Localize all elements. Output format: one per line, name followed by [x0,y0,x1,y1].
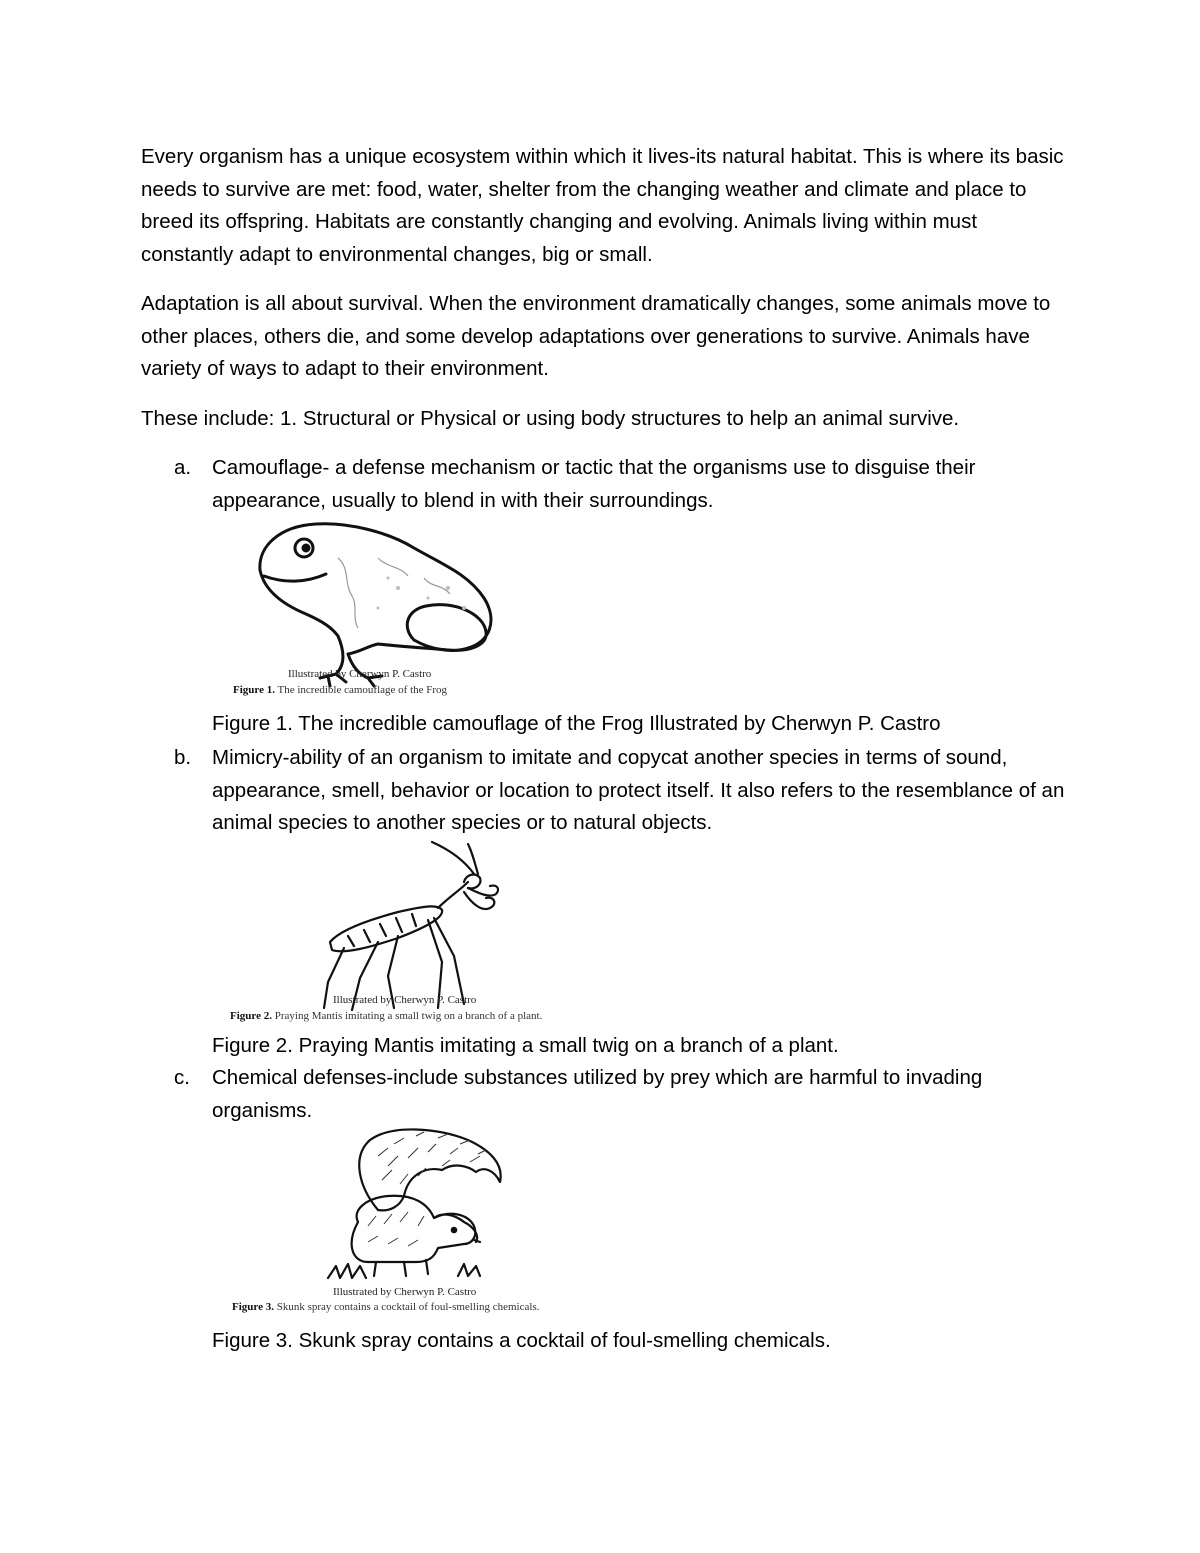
figure-credit: Illustrated by Cherwyn P. Castro [333,1286,477,1298]
figure-label [232,1301,539,1313]
figure-frog [228,518,518,700]
list-item-text: Chemical defenses-include substances utilized by prey which are harmful to invading organisms. [212,1066,983,1122]
figure-label-bold: Figure 3. [232,1301,274,1313]
figure-label [233,684,447,696]
figure-label-text: The incredible camouflage of the Frog [274,684,448,696]
adaptation-paragraph: Adaptation is all about survival. When the environment dramatically changes, some animals move to other places, others die, and some develop adaptations over generations to survive. Animals have variety of ways to adapt to their environment. [141,292,1051,380]
figure-mantis [228,838,613,1026]
figure-label-text: Skunk spray contains a cocktail of foul-smelling chemicals. [273,1301,540,1313]
figure-label-text: Praying Mantis imitating a small twig on a branch of a plant. [271,1010,543,1022]
figure-label [230,1010,542,1022]
figure-skunk [228,1126,628,1316]
types-intro-paragraph: These include: 1. Structural or Physical or using body structures to help an animal survive. [141,407,960,430]
list-marker: c. [174,1066,190,1089]
list-item-text: Mimicry-ability of an organism to imitate and copycat another species in terms of sound, appearance, smell, behavior or location to protect itself. It also refers to the resemblance of an animal species to another species or to natural objects. [212,746,1065,834]
figure-credit: Illustrated by Cherwyn P. Castro [288,668,432,680]
figure-credit: Illustrated by Cherwyn P. Castro [333,994,477,1006]
figure-caption: Figure 2. Praying Mantis imitating a small twig on a branch of a plant. [212,1034,839,1057]
list-marker: a. [174,456,192,479]
figure-label-bold: Figure 2. [230,1010,272,1022]
list-item-text: Camouflage- a defense mechanism or tactic that the organisms use to disguise their appearance, usually to blend in with their surroundings. [212,456,976,512]
figure-caption: Figure 1. The incredible camouflage of the Frog Illustrated by Cherwyn P. Castro [212,712,941,735]
intro-paragraph: Every organism has a unique ecosystem within which it lives-its natural habitat. This is where its basic needs to survive are met: food, water, shelter from the changing weather and climate and place to breed its offspring. Habitats are constantly changing and evolving. Animals living within must constantly adapt to environmental changes, big or small. [141,145,1064,266]
figure-caption: Figure 3. Skunk spray contains a cocktail of foul-smelling chemicals. [212,1329,831,1352]
list-marker: b. [174,746,192,769]
figure-label-bold: Figure 1. [233,684,275,696]
